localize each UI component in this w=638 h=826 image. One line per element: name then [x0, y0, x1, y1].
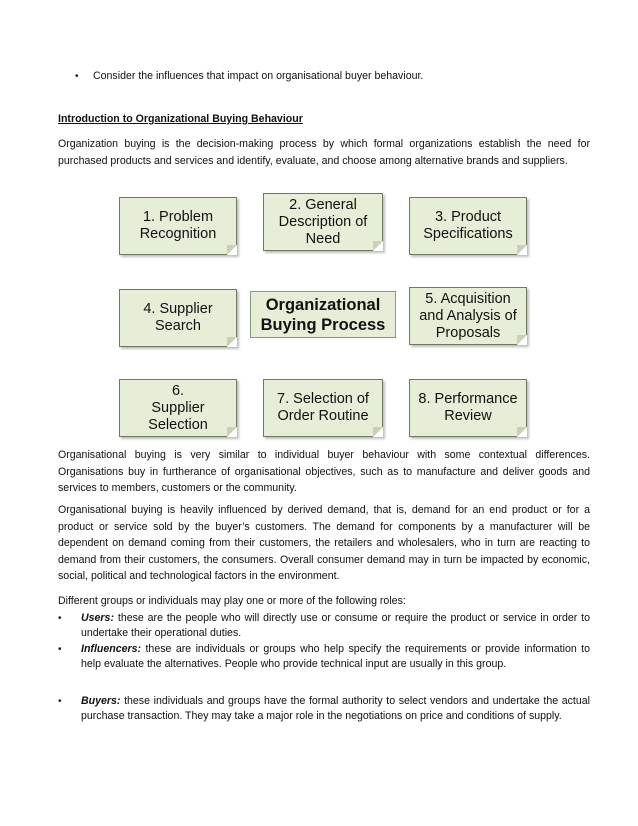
step-note-6: 6. Supplier Selection: [119, 379, 237, 437]
role-label: Users:: [81, 612, 114, 624]
role-description: these individuals and groups have the formal authority to select vendors and undertake the actual purchase transaction. They may take a major role in the negotiations on price and conditions of supply.: [81, 695, 590, 722]
bullet-icon: •: [58, 613, 62, 624]
role-label: Buyers:: [81, 695, 121, 707]
role-text: [81, 642, 590, 672]
role-item-buyers: [58, 694, 590, 724]
role-item-influencers: [58, 642, 590, 672]
role-label: Influencers:: [81, 643, 142, 655]
step-note-5: 5. Acquisition and Analysis of Proposals: [409, 287, 527, 345]
step-note-8: 8. Performance Review: [409, 379, 527, 437]
paragraph-similarity: Organisational buying is very similar to individual buyer behaviour with some contextual differences. Organisations buy in furtherance of organisational objectives, such as to manufacture and deliver goods and services to members, customers or the community.: [58, 449, 590, 494]
bullet-icon: •: [58, 696, 62, 707]
diagram-center-title: Organizational Buying Process: [250, 291, 396, 338]
step-note-7: 7. Selection of Order Routine: [263, 379, 383, 437]
role-item-users: [58, 611, 590, 641]
role-description: these are the people who will directly use or consume or require the product or service in order to undertake their operational duties.: [81, 612, 590, 639]
paragraph-derived-demand: Organisational buying is heavily influenced by derived demand, that is, demand for an end product or for a product or service sold by the buyer’s customers. The demand for components by a manufacturer will be dependent on demand coming from their customers, the retailers and wholesalers, who in turn are reacting to demand from their customers, the consumers. Overall consumer demand may in turn be impacted by economic, social, political and technological factors in the environment.: [58, 504, 590, 582]
bullet-icon: •: [58, 644, 62, 655]
step-note-4: 4. Supplier Search: [119, 289, 237, 347]
step-note-2: 2. General Description of Need: [263, 193, 383, 251]
paragraph-definition: Organization buying is the decision-making process by which formal organizations establish the need for purchased products and services and identify, evaluate, and choose among alternative brands and suppliers.: [58, 138, 590, 167]
intro-bullet-text: Consider the influences that impact on organisational buyer behaviour.: [93, 70, 424, 82]
role-text: [81, 611, 590, 641]
step-note-1: 1. Problem Recognition: [119, 197, 237, 255]
paragraph-roles-intro: Different groups or individuals may play one or more of the following roles:: [58, 595, 406, 607]
role-text: [81, 694, 590, 724]
step-note-3: 3. Product Specifications: [409, 197, 527, 255]
role-description: these are individuals or groups who help specify the requirements or provide information to help evaluate the alternatives. People who provide technical input are usually in this group.: [81, 643, 590, 670]
section-heading: Introduction to Organizational Buying Behaviour: [58, 113, 303, 125]
bullet-icon: •: [75, 71, 79, 82]
